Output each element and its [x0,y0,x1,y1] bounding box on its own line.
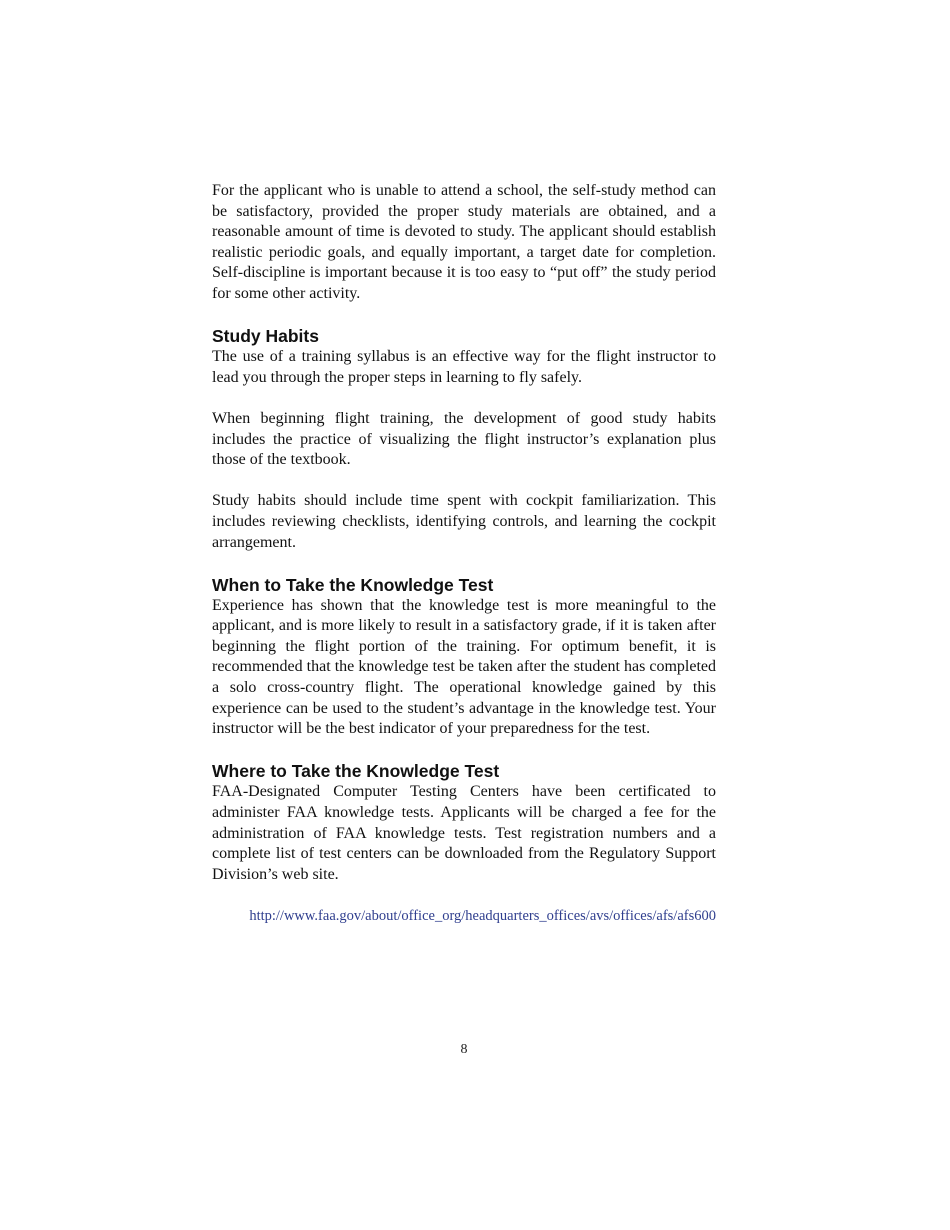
study-habits-paragraph-3: Study habits should include time spent with cockpit familiarization. This includes reviewing checklists, identifying controls, and learning the cockpit arrangement. [212,492,716,551]
where-to-take-paragraph: FAA-Designated Computer Testing Centers have been certificated to administer FAA knowledge tests. Applicants will be charged a fee for the administration of FAA knowledge tests. Test registration numbers and a complete list of test centers can be downloaded from the Regulatory Support Division’s web site. [212,783,716,883]
spacer [212,305,716,326]
faa-website-link[interactable]: http://www.faa.gov/about/office_org/headquarters_offices/avs/offices/afs/afs600 [249,908,716,924]
study-habits-paragraph-1: The use of a training syllabus is an effective way for the flight instructor to lead you through the proper steps in learning to fly safely. [212,348,716,386]
where-to-take-heading: Where to Take the Knowledge Test [212,761,500,782]
when-to-take-heading: When to Take the Knowledge Test [212,574,494,595]
spacer [212,885,716,906]
spacer [212,553,716,574]
spacer [212,471,716,492]
spacer [212,740,716,761]
study-habits-heading: Study Habits [212,326,319,347]
page-content [212,181,716,926]
intro-paragraph: For the applicant who is unable to attend a school, the self-study method can be satisfactory, provided the proper study materials are obtained, and a reasonable amount of time is devoted to study. The applicant should establish realistic periodic goals, and equally important, a target date for completion. Self-discipline is important because it is too easy to “put off” the study period for some other activity. [212,182,716,302]
spacer [212,388,716,409]
study-habits-paragraph-2: When beginning flight training, the development of good study habits includes the practice of visualizing the flight instructor’s explanation plus those of the textbook. [212,409,716,469]
when-to-take-paragraph: Experience has shown that the knowledge test is more meaningful to the applicant, and is more likely to result in a satisfactory grade, if it is taken after beginning the flight portion of the training. For optimum benefit, it is recommended that the knowledge test be taken after the student has completed a solo cross-country flight. The operational knowledge gained by this experience can be used to the student’s advantage in the knowledge test. Your instructor will be the best indicator of your preparedness for the test. [212,596,716,738]
page-number: 8 [460,1042,468,1057]
